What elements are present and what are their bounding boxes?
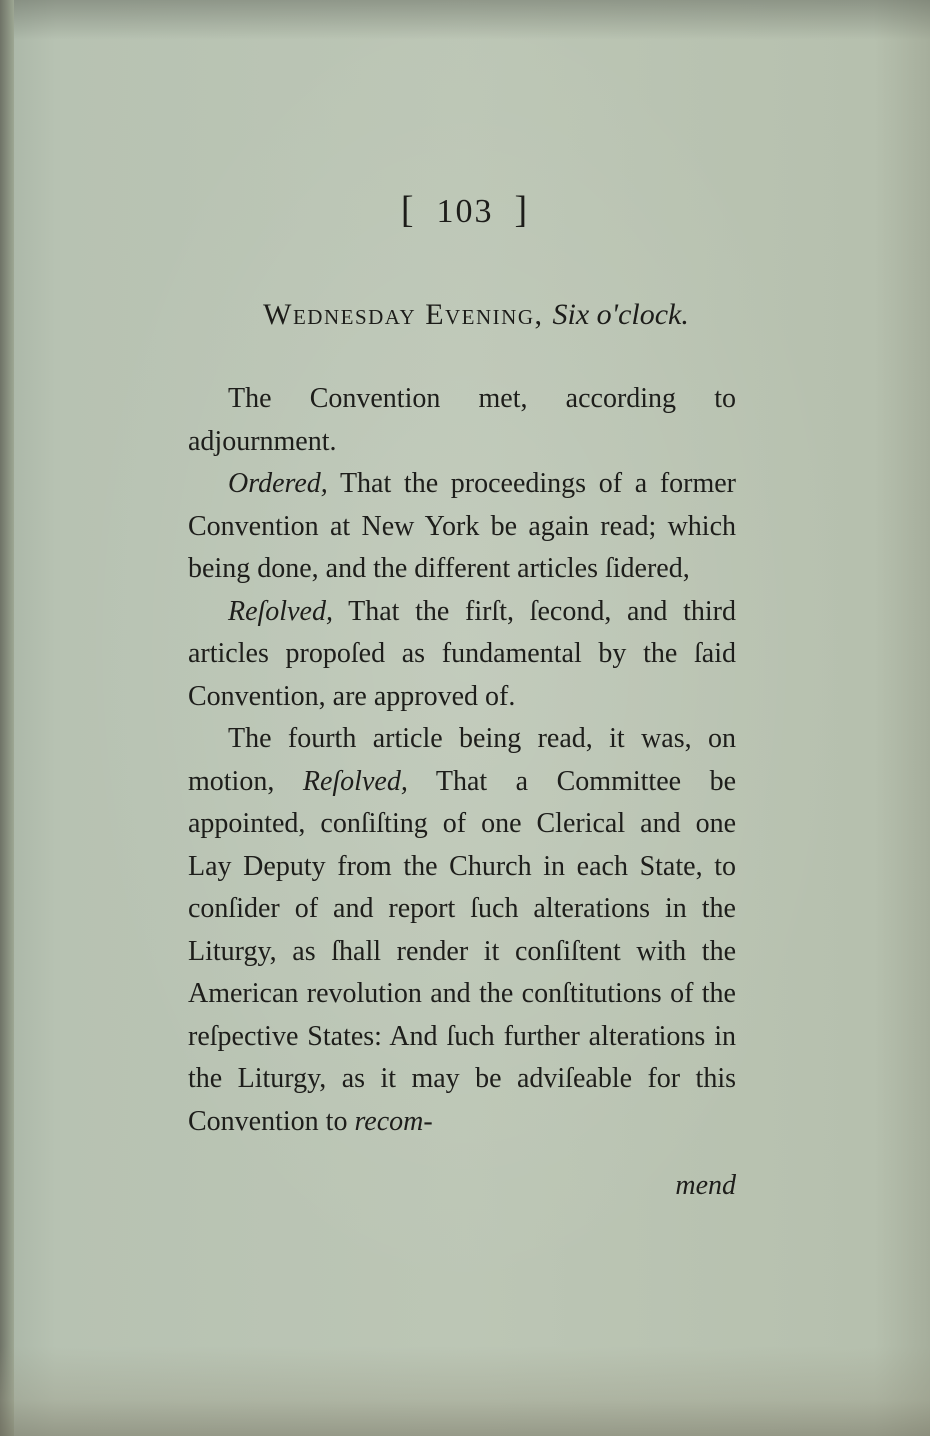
paragraph-1-text: The Convention met, according to adjournment. (188, 383, 736, 457)
paragraph-fourth-article (188, 718, 736, 1143)
paragraph-4-lead: Reſolved, (302, 765, 408, 797)
paragraph-adjournment (188, 378, 736, 463)
body-text (188, 378, 736, 1143)
paragraph-4-text: That a Committee be appointed, conſiſting of one Clerical and one Lay Deputy from the Church in each State, to conſider of and report ſuch alterations in the Liturgy, as ſhall render it conſiſtent with the American revolution and the conſtitutions of the reſpective States: And ſuch further alterations in the Liturgy, as it may be adviſeable for this Convention to (188, 765, 737, 1137)
page-number-value: 103 (436, 193, 494, 230)
paragraph-4-end: recom- (354, 1105, 433, 1137)
paragraph-resolved-articles (188, 591, 736, 719)
paragraph-3-text: That the firſt, ſecond, and third articles propoſed as fundamental by the ſaid Convention, are approved of. (188, 595, 736, 712)
page-number-bracket-open: [ (400, 189, 416, 231)
page-top-shadow (0, 0, 930, 40)
page-number (0, 188, 930, 232)
heading-day: Wednesday Evening, (263, 298, 544, 331)
paragraph-ordered (188, 463, 736, 591)
paragraph-2-text: That the proceedings of a former Convention at New York be again read; which being done, and the different articles ſidered, (188, 468, 736, 584)
page-number-bracket-close: ] (514, 189, 530, 231)
paragraph-2-lead: Ordered, (228, 468, 328, 499)
heading-time: Six o'clock. (552, 298, 689, 331)
paragraph-4-start: The fourth article being read, it was, on motion, (188, 723, 736, 797)
paragraph-3-lead: Reſolved, (228, 595, 333, 627)
section-heading (196, 298, 756, 332)
page-bottom-edge (0, 1346, 930, 1436)
catchword: mend (675, 1170, 736, 1201)
